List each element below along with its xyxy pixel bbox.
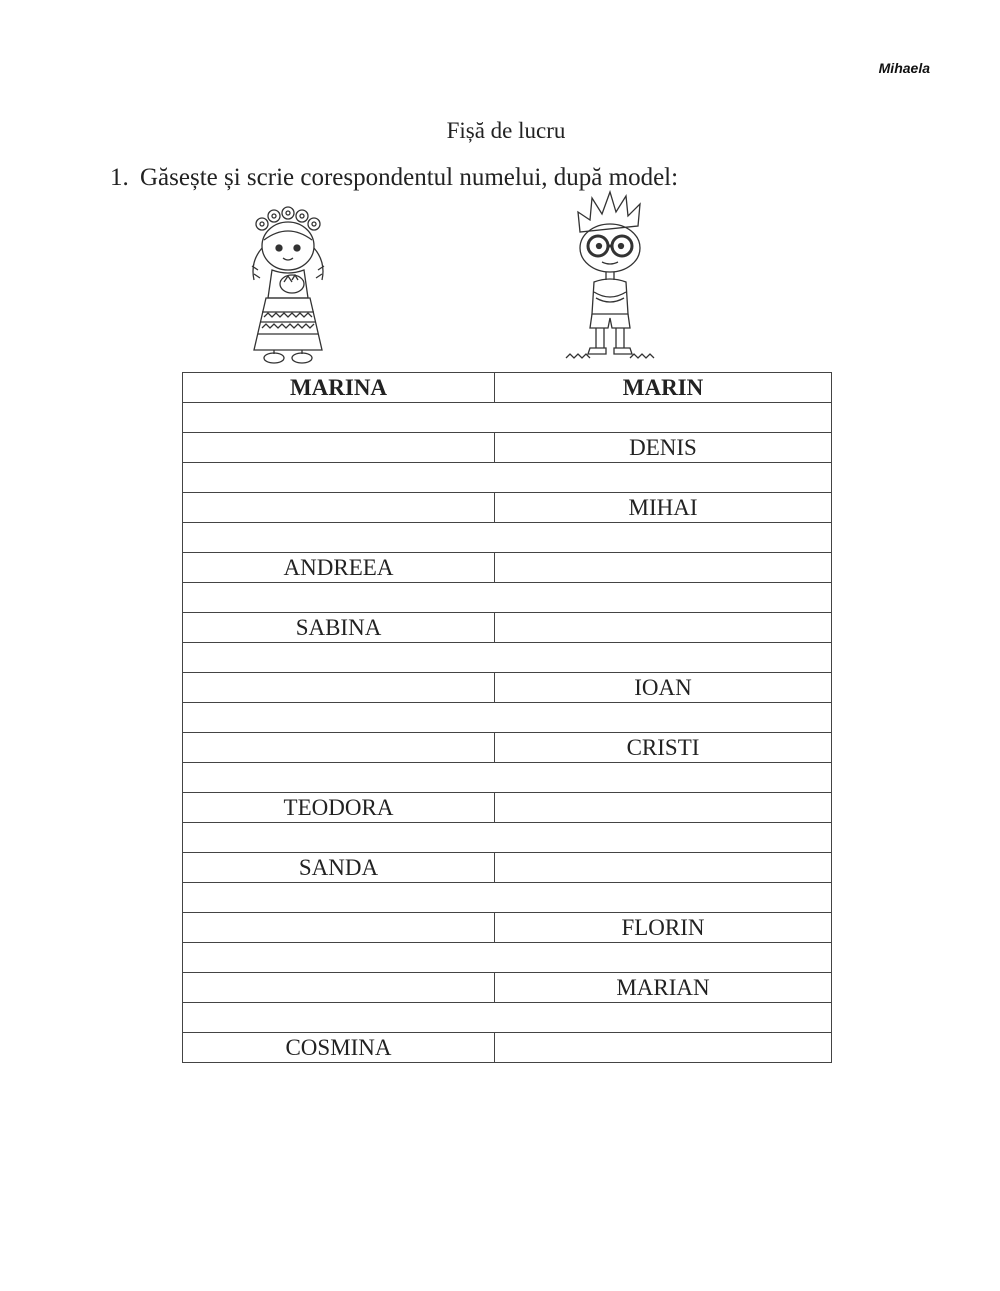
girl-illustration xyxy=(232,202,344,370)
spacer-row xyxy=(183,1003,832,1033)
table-row xyxy=(183,973,832,1003)
masculine-cell[interactable]: FLORIN xyxy=(495,913,832,943)
author-name: Mihaela xyxy=(878,60,930,76)
header-feminine: MARINA xyxy=(183,373,495,403)
spacer-row xyxy=(183,583,832,613)
feminine-cell[interactable]: TEODORA xyxy=(183,793,495,823)
glasses-icon xyxy=(588,236,632,256)
spacer-row xyxy=(183,703,832,733)
masculine-cell[interactable]: MIHAI xyxy=(495,493,832,523)
feminine-cell[interactable]: SANDA xyxy=(183,853,495,883)
feminine-cell[interactable] xyxy=(183,733,495,763)
masculine-cell[interactable] xyxy=(495,793,832,823)
spacer-row xyxy=(183,763,832,793)
masculine-cell[interactable] xyxy=(495,1033,832,1063)
feminine-cell[interactable]: COSMINA xyxy=(183,1033,495,1063)
flower-crown-icon xyxy=(256,207,320,230)
boy-illustration xyxy=(560,188,660,364)
feminine-cell[interactable] xyxy=(183,913,495,943)
spacer-row xyxy=(183,883,832,913)
table-row xyxy=(183,553,832,583)
feminine-cell[interactable]: ANDREEA xyxy=(183,553,495,583)
table-row xyxy=(183,793,832,823)
feminine-cell[interactable] xyxy=(183,433,495,463)
names-table xyxy=(182,372,832,1063)
feminine-cell[interactable] xyxy=(183,973,495,1003)
header-masculine: MARIN xyxy=(495,373,832,403)
feminine-cell[interactable] xyxy=(183,493,495,523)
masculine-cell[interactable]: DENIS xyxy=(495,433,832,463)
task-number: 1. xyxy=(110,164,129,191)
spacer-row xyxy=(183,463,832,493)
spacer-row xyxy=(183,823,832,853)
feminine-cell[interactable] xyxy=(183,673,495,703)
spacer-row xyxy=(183,943,832,973)
table-row xyxy=(183,613,832,643)
spacer-row xyxy=(183,403,832,433)
table-header-row xyxy=(183,373,832,403)
masculine-cell[interactable]: IOAN xyxy=(495,673,832,703)
table-row xyxy=(183,673,832,703)
task-text: Găsește și scrie corespondentul numelui, după model: xyxy=(140,164,679,191)
spacer-row xyxy=(183,643,832,673)
table-row xyxy=(183,433,832,463)
page-title: Fișă de lucru xyxy=(446,118,566,143)
table-row xyxy=(183,733,832,763)
masculine-cell[interactable] xyxy=(495,613,832,643)
table-row xyxy=(183,853,832,883)
masculine-cell[interactable] xyxy=(495,853,832,883)
feminine-cell[interactable]: SABINA xyxy=(183,613,495,643)
spacer-row xyxy=(183,523,832,553)
masculine-cell[interactable]: MARIAN xyxy=(495,973,832,1003)
table-row xyxy=(183,1033,832,1063)
masculine-cell[interactable]: CRISTI xyxy=(495,733,832,763)
masculine-cell[interactable] xyxy=(495,553,832,583)
table-row xyxy=(183,493,832,523)
table-row xyxy=(183,913,832,943)
